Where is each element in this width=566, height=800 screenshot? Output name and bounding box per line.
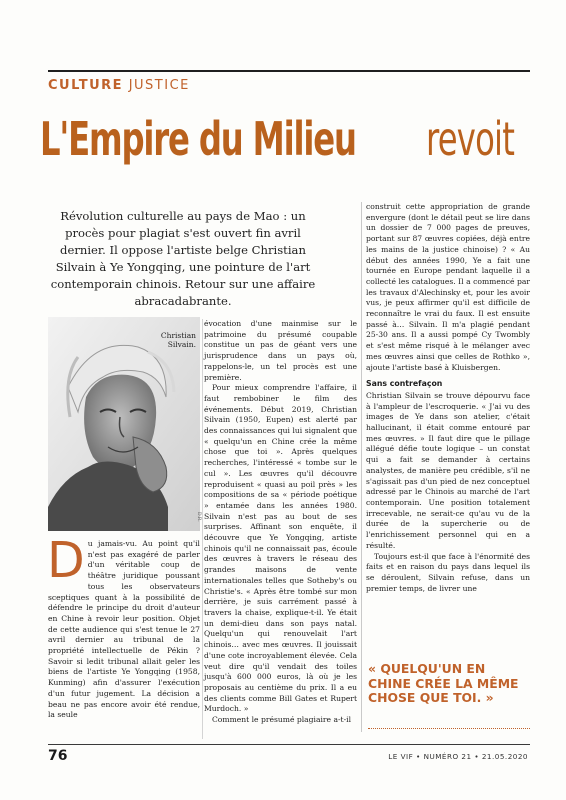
section-label [48, 78, 190, 93]
column-divider [202, 319, 203, 739]
paragraph: construit cette appropriation de grande envergure (dont le détail peut se lire dans un dossier de 7 000 pages de preuves, portant sur 87 œuvres copiées, déjà entre les mains de la justice chinoise) ? « Au début des années 1990, Ye a fait une tournée en Europe pendant laquelle il a collecté les catalogues. Il a commencé par les travaux d'Alechinsky et, pour les avoir vus, je peux affirmer qu'il est difficile de reconnaître le vrai du faux. Il est ensuite passé à… Silvain. Il m'a plagié pendant 25-30 ans. Il a aussi pompé Cy Twombly et s'est même risqué à le mélanger avec mes œuvres ainsi que celles de Rothko », ajoute l'artiste basé à Kluisbergen. [366, 202, 530, 372]
footer-rule [48, 744, 530, 745]
section-secondary: JUSTICE [128, 78, 190, 93]
publication-info: LE VIF • NUMÉRO 21 • 21.05.2020 [388, 752, 528, 761]
article-column-2 [204, 319, 357, 726]
headline [40, 112, 540, 166]
portrait-illustration [48, 317, 200, 531]
section-primary: CULTURE [48, 78, 124, 93]
photo-caption: Christian Silvain. [160, 331, 196, 349]
photo-credit: D.R. [196, 512, 201, 522]
pull-quote: « QUELQU'UN EN CHINE CRÉE LA MÊME CHOSE QUE TOI. » [368, 661, 519, 706]
subheading: Sans contrefaçon [366, 379, 443, 389]
pull-quote-rule [368, 728, 530, 729]
paragraph: évocation d'une mainmise sur le patrimoine du présumé coupable constitue un pas de géant vers une jurisprudence dans un pays où, rappelons-le, un tel procès est une première. [204, 319, 357, 382]
article-lead: Révolution culturelle au pays de Mao : un procès pour plagiat s'est ouvert fin avril dernier. Il oppose l'artiste belge Christian Silvain à Ye Yongqing, une pointure de l'art contemporain chinois. Retour sur une affaire abracadabrante. [50, 209, 316, 308]
drop-cap: D [47, 532, 85, 589]
article-column-1 [47, 532, 200, 721]
paragraph: Toujours est-il que face à l'énormité des faits et en raison du pays dans lequel ils se déroulent, Silvain refuse, dans un premier temps, de livrer une [366, 551, 530, 593]
headline-bold: L'Empire du Milieu [40, 112, 356, 166]
column-divider [361, 202, 362, 732]
top-rule [48, 70, 530, 72]
paragraph: Comment le présumé plagiaire a-t-il [212, 715, 352, 725]
headline-light: revoit [426, 112, 515, 166]
paragraph: Pour mieux comprendre l'affaire, il faut rembobiner le film des événements. Début 2019, Christian Silvain (1950, Eupen) est alerté par des connaissances qui lui signalent que « quelqu'un en Chine crée la même chose que toi ». Après quelques recherches, l'intéressé « tombe sur le cul ». Les œuvres qu'il découvre reproduisent « quasi au poil près » les compositions de sa « période poétique » entamée dans les années 1980. Silvain n'est pas au bout de ses surprises. Affinant son enquête, il découvre que Ye Yongqing, artiste chinois qu'il ne connaissait pas, écoule des œuvres à travers le réseau des grandes maisons de vente internationales telles que Sotheby's ou Christie's. « Après être tombé sur mon derrière, je suis carrément passé à travers la chaise, explique-t-il. Ye était un demi-dieu dans son pays natal. Quelqu'un qui renouvelait l'art chinois… avec mes œuvres. Il jouissait d'une cote incroyablement élevée. Cela veut dire qu'il vendait des toiles jusqu'à 600 000 euros, là où je les proposais au centième du prix. Il a eu des clients comme Bill Gates et Rupert Murdoch. » [204, 383, 357, 714]
portrait-photo [48, 317, 200, 531]
article-column-3 [366, 202, 530, 594]
column-1-text: u jamais-vu. Au point qu'il n'est pas exagéré de parler d'un véritable coup de théâtre juridique poussant tous les observateurs sceptiques quant à la possibilité de défendre le principe du droit d'auteur en Chine à revoir leur position. Objet de cette audience qui s'est tenue le 27 avril dernier au tribunal de la propriété intellectuelle de Pékin ? Savoir si ledit tribunal allait geler les biens de l'artiste Ye Yongqing (1958, Kunming) afin d'assurer l'exécution d'un futur jugement. La décision a beau ne pas encore avoir été rendue, la seule [48, 539, 200, 720]
paragraph: Christian Silvain se trouve dépourvu face à l'ampleur de l'escroquerie. « J'ai vu des images de Ye dans son atelier, c'était hallucinant, il était comme entouré par mes œuvres. » Il faut dire que le pillage allégué défie toute logique – un constat qui a fait se demander à certains analystes, de manière peu crédible, s'il ne s'agissait pas d'un pied de nez conceptuel adressé par le Chinois au marché de l'art contemporain. Une position totalement irrecevable, ne serait-ce qu'au vu de la durée de la supercherie ou de l'enrichissement personnel qui en a résulté. [366, 390, 530, 550]
page-number: 76 [48, 748, 68, 764]
